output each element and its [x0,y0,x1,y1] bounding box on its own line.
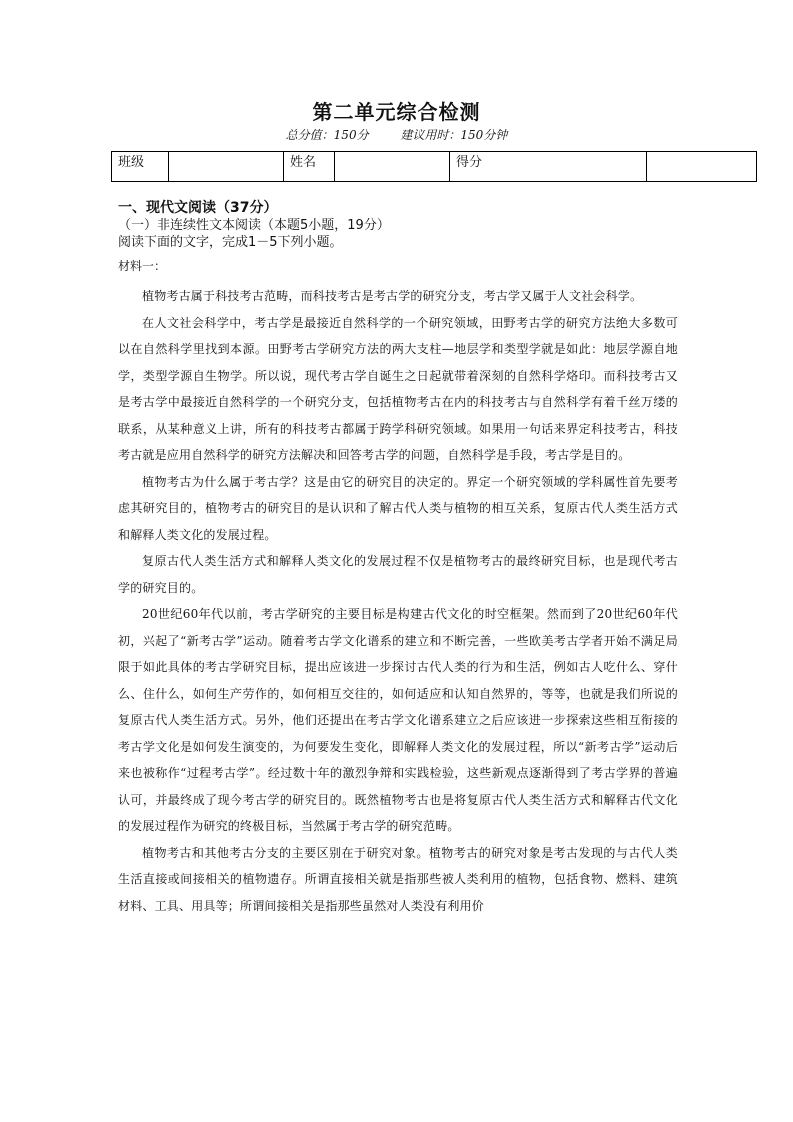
paragraph: 20世纪60年代以前，考古学研究的主要目标是构建古代文化的时空框架。然而到了20世纪60年代初，兴起了“新考古学”运动。随着考古学文化谱系的建立和不断完善，一些欧美考古学者开始不满足局限于如此具体的考古学研究目标，提出应该进一步探讨古代人类的行为和生活，例如古人吃什么、穿什么、住什么，如何生产劳作的，如何相互交往的，如何适应和认知自然界的，等等，也就是我们所说的复原古代人类生活方式。另外，他们还提出在考古学文化谱系建立之后应该进一步探索这些相互衔接的考古学文化是如何发生演变的，为何要发生变化，即解释人类文化的发展过程，所以“新考古学”运动后来也被称作“过程考古学”。经过数十年的激烈争辩和实践检验，这些新观点逐渐得到了考古学界的普遍认可，并最终成了现今考古学的研究目的。既然植物考古也是将复原古代人类生活方式和解释古代文化的发展过程作为研究的终极目标，当然属于考古学的研究范畴。 [118,607,678,833]
paragraph: 植物考古为什么属于考古学？这是由它的研究目的决定的。界定一个研究领域的学科属性首先要考虑其研究目的，植物考古的研究目的是认识和了解古代人类与植物的相互关系，复原古代人类生活方式和解释人类文化的发展过程。 [118,474,678,542]
paragraph: 在人文社会科学中，考古学是最接近自然科学的一个研究领域，田野考古学的研究方法绝大多数可以在自然科学里找到本源。田野考古学研究方法的两大支柱—地层学和类型学就是如此：地层学源自地学，类型学源自生物学。所以说，现代考古学自诞生之日起就带着深刻的自然科学烙印。而科技考古又是考古学中最接近自然科学的一个研究分支，包括植物考古在内的科技考古与自然科学有着千丝万缕的联系，从某种意义上讲，所有的科技考古都属于跨学科研究领域。如果用一句话来界定科技考古，科技考古就是应用自然科学的研究方法解决和回答考古学的问题，自然科学是手段，考古学是目的。 [118,315,678,462]
section-heading: 一、现代文阅读（37分） [118,200,278,216]
material-label: 材料一： [118,259,167,273]
class-field[interactable] [169,152,284,182]
section-instruction: 阅读下面的文字，完成1－5下列小题。 [118,235,343,250]
paragraph: 复原古代人类生活方式和解释人类文化的发展过程不仅是植物考古的最终研究目标，也是现代考古学的研究目的。 [118,554,678,595]
name-label: 姓名 [284,152,335,182]
class-label: 班级 [112,152,169,182]
score-field[interactable] [647,152,757,182]
reading-section [118,199,678,919]
section-subheading: （一）非连续性文本阅读（本题5小题，19分） [118,218,390,233]
score-label: 得分 [450,152,647,182]
paragraph: 植物考古和其他考古分支的主要区别在于研究对象。植物考古的研究对象是考古发现的与古代人类生活直接或间接相关的植物遗存。所谓直接相关就是指那些被人类利用的植物，包括食物、燃料、建筑材料、工具、用具等；所谓间接相关是指那些虽然对人类没有利用价 [118,845,678,913]
total-score: 总分值：150分 [285,128,369,142]
suggested-time: 建议用时：150分钟 [400,128,508,142]
paragraph: 植物考古属于科技考古范畴，而科技考古是考古学的研究分支，考古学又属于人文社会科学。 [142,289,643,303]
exam-meta [0,126,793,143]
name-field[interactable] [335,152,450,182]
page-title: 第二单元综合检测 [312,100,481,124]
student-info-table [111,151,757,182]
